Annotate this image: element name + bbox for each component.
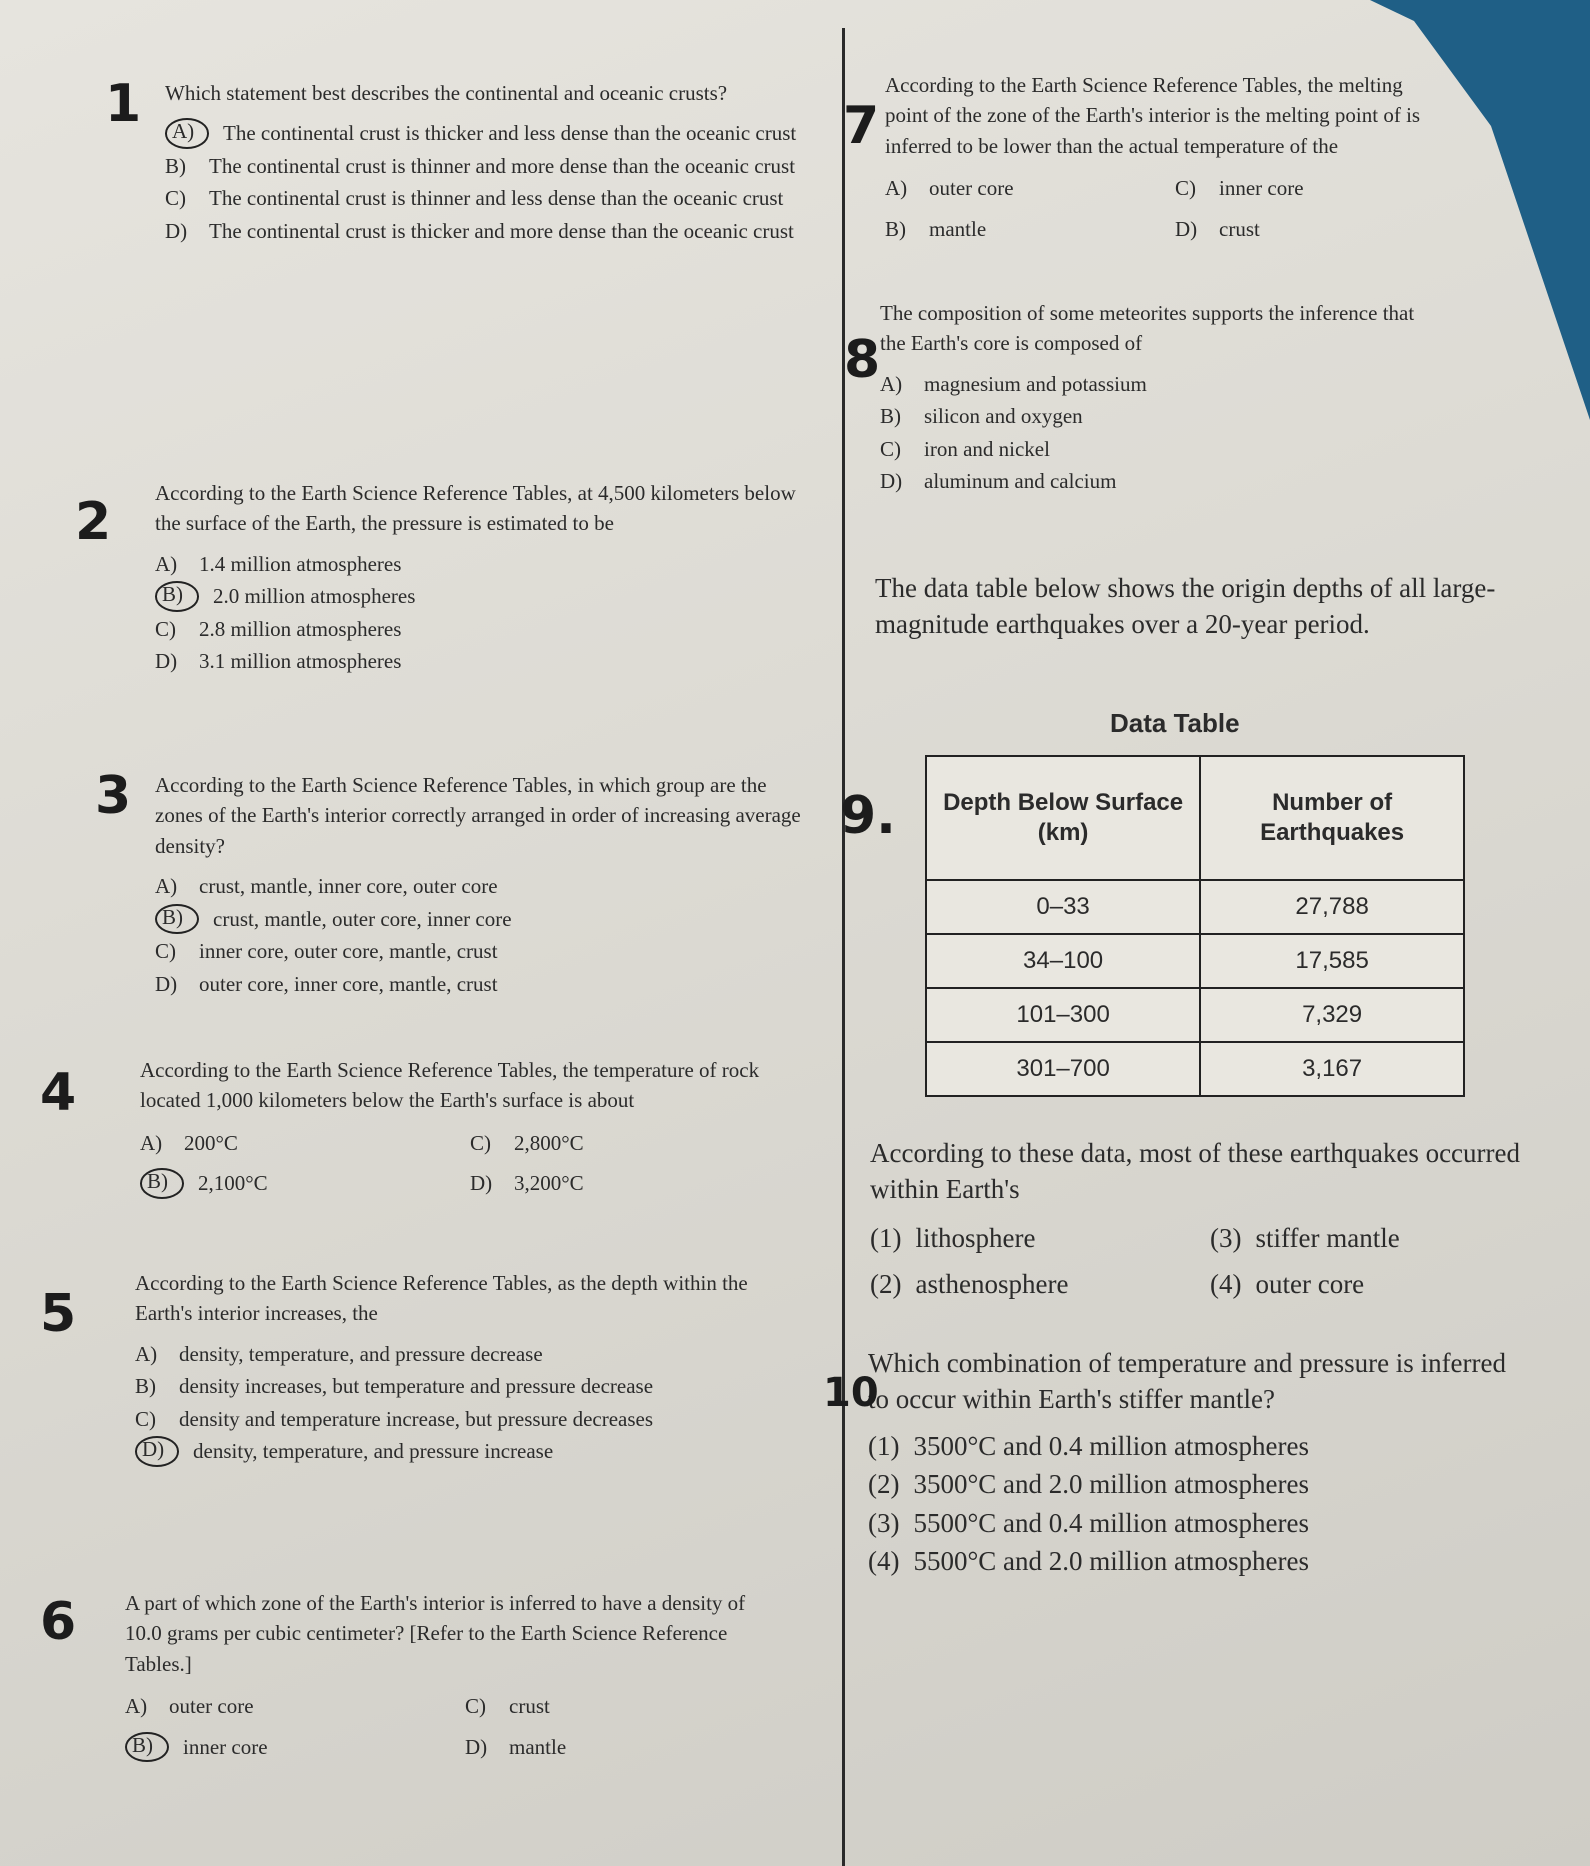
option-text: crust, mantle, outer core, inner core bbox=[213, 906, 512, 931]
option-text: 200°C bbox=[184, 1130, 238, 1155]
table-header-row bbox=[926, 756, 1464, 880]
option-b[interactable] bbox=[885, 214, 1155, 244]
option-letter: (1) bbox=[868, 1430, 900, 1461]
option-text: 3500°C and 0.4 million atmospheres bbox=[913, 1430, 1309, 1461]
option-b[interactable] bbox=[880, 401, 1440, 431]
option-text: crust bbox=[1219, 216, 1260, 241]
option-text: lithosphere bbox=[915, 1222, 1036, 1253]
question-5 bbox=[40, 1268, 795, 1469]
option-a[interactable] bbox=[880, 369, 1440, 399]
question-number: 4 bbox=[40, 1063, 77, 1123]
option-text: inner core, outer core, mantle, crust bbox=[199, 939, 498, 964]
option-c[interactable] bbox=[880, 434, 1440, 464]
option-1[interactable] bbox=[870, 1220, 1190, 1256]
column-header: Number of Earthquakes bbox=[1200, 756, 1464, 880]
option-a[interactable] bbox=[125, 1691, 445, 1721]
question-stem: According to the Earth Science Reference Tables, in which group are the zones of the Earth's interior correctly arranged in order of increasing average density? bbox=[155, 773, 801, 858]
question-stem: A part of which zone of the Earth's interior is inferred to have a density of 10.0 grams per cubic centimeter? [Refer to the Earth Science Reference Tables.] bbox=[125, 1591, 746, 1676]
option-text: aluminum and calcium bbox=[924, 469, 1117, 494]
table-cell: 27,788 bbox=[1200, 880, 1464, 934]
option-letter: A) bbox=[165, 118, 209, 148]
option-a[interactable] bbox=[135, 1339, 795, 1369]
option-d[interactable] bbox=[135, 1436, 795, 1466]
options-grid bbox=[870, 1218, 1530, 1305]
option-text: density and temperature increase, but pressure decreases bbox=[179, 1406, 654, 1431]
option-text: inner core bbox=[183, 1734, 268, 1759]
question-number: 1 bbox=[105, 74, 142, 134]
option-letter: A) bbox=[885, 176, 908, 201]
question-number: 9. bbox=[840, 786, 896, 846]
option-letter: C) bbox=[135, 1406, 156, 1431]
question-7 bbox=[843, 70, 1445, 246]
question-stem: According to the Earth Science Reference Tables, the melting point of the zone of the Earth's interior is the melting point of is inferred to be lower than the actual temperature of the bbox=[885, 73, 1421, 158]
option-letter: D) bbox=[155, 971, 178, 996]
option-text: mantle bbox=[929, 216, 987, 241]
option-b[interactable] bbox=[165, 151, 825, 181]
option-a[interactable] bbox=[140, 1128, 450, 1158]
option-letter: A) bbox=[155, 551, 178, 576]
option-2[interactable] bbox=[868, 1466, 1528, 1502]
option-text: outer core bbox=[169, 1694, 254, 1719]
table-cell: 17,585 bbox=[1200, 934, 1464, 988]
option-d[interactable] bbox=[470, 1168, 780, 1198]
option-3[interactable] bbox=[868, 1505, 1528, 1541]
option-letter: C) bbox=[880, 436, 901, 461]
option-letter: D) bbox=[1175, 216, 1198, 241]
option-letter: (4) bbox=[868, 1546, 900, 1577]
option-a[interactable] bbox=[885, 173, 1155, 203]
question-number: 7 bbox=[843, 96, 880, 156]
option-d[interactable] bbox=[155, 646, 815, 676]
option-letter: C) bbox=[465, 1694, 486, 1719]
option-text: stiffer mantle bbox=[1255, 1222, 1400, 1253]
earthquake-data-table bbox=[925, 755, 1465, 1097]
option-c[interactable] bbox=[155, 614, 815, 644]
question-stem: According to the Earth Science Reference Tables, as the depth within the Earth's interior increases, the bbox=[135, 1271, 748, 1326]
option-text: density, temperature, and pressure increase bbox=[193, 1439, 554, 1464]
question-stem: Which statement best describes the continental and oceanic crusts? bbox=[165, 81, 728, 105]
option-letter: (2) bbox=[870, 1269, 902, 1300]
option-letter: A) bbox=[880, 371, 903, 396]
question-6 bbox=[40, 1588, 785, 1764]
option-text: 1.4 million atmospheres bbox=[199, 551, 402, 576]
option-b[interactable] bbox=[155, 581, 815, 611]
option-c[interactable] bbox=[470, 1128, 780, 1158]
question-9-number bbox=[840, 786, 896, 846]
options-grid bbox=[140, 1126, 780, 1201]
option-letter: D) bbox=[880, 469, 903, 494]
question-stem: According to these data, most of these earthquakes occurred within Earth's bbox=[870, 1138, 1521, 1205]
option-text: The continental crust is thicker and more dense than the oceanic crust bbox=[209, 218, 794, 243]
option-d[interactable] bbox=[1175, 214, 1445, 244]
option-text: 3500°C and 2.0 million atmospheres bbox=[913, 1469, 1309, 1500]
option-1[interactable] bbox=[868, 1428, 1528, 1464]
option-d[interactable] bbox=[155, 969, 815, 999]
option-c[interactable] bbox=[155, 936, 815, 966]
option-a[interactable] bbox=[155, 871, 815, 901]
option-text: outer core bbox=[929, 176, 1014, 201]
option-letter: D) bbox=[135, 1436, 179, 1466]
table-title: Data Table bbox=[1110, 708, 1240, 738]
option-text: crust bbox=[509, 1694, 550, 1719]
question-stem: According to the Earth Science Reference Tables, at 4,500 kilometers below the surface of the Earth, the pressure is estimated to be bbox=[155, 481, 796, 536]
question-number: 3 bbox=[95, 766, 132, 826]
option-letter: A) bbox=[140, 1130, 163, 1155]
table-cell: 101–300 bbox=[926, 988, 1200, 1042]
option-letter: B) bbox=[165, 153, 186, 178]
option-text: The continental crust is thinner and more dense than the oceanic crust bbox=[209, 153, 796, 178]
option-text: 5500°C and 2.0 million atmospheres bbox=[913, 1546, 1309, 1577]
question-9 bbox=[870, 1135, 1530, 1305]
option-letter: A) bbox=[155, 874, 178, 899]
option-letter: B) bbox=[140, 1168, 184, 1198]
option-text: mantle bbox=[509, 1734, 567, 1759]
option-4[interactable] bbox=[1210, 1266, 1530, 1302]
option-c[interactable] bbox=[165, 183, 825, 213]
option-letter: C) bbox=[1175, 176, 1196, 201]
option-text: density, temperature, and pressure decrease bbox=[179, 1341, 543, 1366]
question-stem: According to the Earth Science Reference Tables, the temperature of rock located 1,000 kilometers below the Earth's surface is about bbox=[140, 1058, 760, 1113]
option-text: asthenosphere bbox=[915, 1269, 1069, 1300]
option-letter: (3) bbox=[1210, 1222, 1242, 1253]
option-text: 3,200°C bbox=[514, 1171, 584, 1196]
option-text: 2.8 million atmospheres bbox=[199, 616, 402, 641]
option-letter: D) bbox=[470, 1171, 493, 1196]
option-letter: D) bbox=[465, 1734, 488, 1759]
table-row bbox=[926, 988, 1464, 1042]
option-text: 5500°C and 0.4 million atmospheres bbox=[913, 1507, 1309, 1538]
option-letter: C) bbox=[470, 1130, 491, 1155]
option-text: iron and nickel bbox=[924, 436, 1050, 461]
option-letter: (3) bbox=[868, 1507, 900, 1538]
option-b[interactable] bbox=[125, 1732, 445, 1762]
option-text: 2,100°C bbox=[198, 1171, 268, 1196]
option-letter: D) bbox=[155, 649, 178, 674]
option-letter: C) bbox=[155, 939, 176, 964]
option-letter: C) bbox=[165, 186, 186, 211]
option-b[interactable] bbox=[155, 904, 815, 934]
option-4[interactable] bbox=[868, 1543, 1528, 1579]
column-divider bbox=[842, 28, 845, 1866]
table-row bbox=[926, 1042, 1464, 1096]
option-letter: A) bbox=[125, 1694, 148, 1719]
question-8 bbox=[844, 298, 1440, 499]
option-letter: (1) bbox=[870, 1222, 902, 1253]
option-d[interactable] bbox=[880, 466, 1440, 496]
option-c[interactable] bbox=[1175, 173, 1445, 203]
option-2[interactable] bbox=[870, 1266, 1190, 1302]
option-text: outer core bbox=[1255, 1269, 1365, 1300]
question-number: 5 bbox=[40, 1284, 77, 1344]
option-text: magnesium and potassium bbox=[924, 371, 1147, 396]
option-letter: B) bbox=[885, 216, 906, 241]
column-header: Depth Below Surface (km) bbox=[926, 756, 1200, 880]
question-number: 2 bbox=[75, 492, 112, 552]
question-number: 8 bbox=[844, 330, 881, 390]
question-3 bbox=[95, 766, 815, 1001]
option-letter: B) bbox=[155, 904, 199, 934]
options-grid bbox=[125, 1689, 785, 1764]
option-c[interactable] bbox=[135, 1404, 795, 1434]
option-a[interactable] bbox=[155, 549, 815, 579]
question-9-intro: The data table below shows the origin depths of all large-magnitude earthquakes over a 20-year period. bbox=[875, 573, 1496, 640]
question-number: 6 bbox=[40, 1592, 77, 1652]
option-letter: B) bbox=[155, 581, 199, 611]
option-text: silicon and oxygen bbox=[924, 404, 1083, 429]
option-text: density increases, but temperature and pressure decrease bbox=[179, 1374, 654, 1399]
option-letter: B) bbox=[880, 404, 901, 429]
table-cell: 0–33 bbox=[926, 880, 1200, 934]
option-c[interactable] bbox=[465, 1691, 785, 1721]
option-letter: (2) bbox=[868, 1469, 900, 1500]
question-stem: Which combination of temperature and pressure is inferred to occur within Earth's stiffer mantle? bbox=[868, 1348, 1507, 1415]
option-text: 2.0 million atmospheres bbox=[213, 584, 416, 609]
option-text: crust, mantle, inner core, outer core bbox=[199, 874, 498, 899]
option-d[interactable] bbox=[165, 216, 825, 246]
table-row bbox=[926, 880, 1464, 934]
option-text: The continental crust is thicker and less dense than the oceanic crust bbox=[223, 121, 797, 146]
options-grid bbox=[885, 171, 1445, 246]
option-letter: C) bbox=[155, 616, 176, 641]
option-text: The continental crust is thinner and less dense than the oceanic crust bbox=[209, 186, 784, 211]
option-a[interactable] bbox=[165, 118, 825, 148]
option-text: outer core, inner core, mantle, crust bbox=[199, 971, 498, 996]
question-1 bbox=[105, 74, 825, 248]
option-letter: D) bbox=[165, 218, 188, 243]
option-text: 2,800°C bbox=[514, 1130, 584, 1155]
question-stem: The composition of some meteorites supports the inference that the Earth's core is composed of bbox=[880, 301, 1415, 356]
question-4 bbox=[40, 1055, 780, 1201]
option-b[interactable] bbox=[135, 1371, 795, 1401]
option-letter: B) bbox=[125, 1732, 169, 1762]
option-letter: A) bbox=[135, 1341, 158, 1366]
question-2 bbox=[75, 478, 815, 679]
table-cell: 7,329 bbox=[1200, 988, 1464, 1042]
option-b[interactable] bbox=[140, 1168, 450, 1198]
option-text: 3.1 million atmospheres bbox=[199, 649, 402, 674]
option-letter: B) bbox=[135, 1374, 156, 1399]
table-cell: 34–100 bbox=[926, 934, 1200, 988]
option-d[interactable] bbox=[465, 1732, 785, 1762]
table-cell: 301–700 bbox=[926, 1042, 1200, 1096]
table-cell: 3,167 bbox=[1200, 1042, 1464, 1096]
question-10 bbox=[823, 1345, 1528, 1582]
table-row bbox=[926, 934, 1464, 988]
question-number: 10 bbox=[823, 1370, 879, 1416]
option-3[interactable] bbox=[1210, 1220, 1530, 1256]
option-text: inner core bbox=[1219, 176, 1304, 201]
option-letter: (4) bbox=[1210, 1269, 1242, 1300]
